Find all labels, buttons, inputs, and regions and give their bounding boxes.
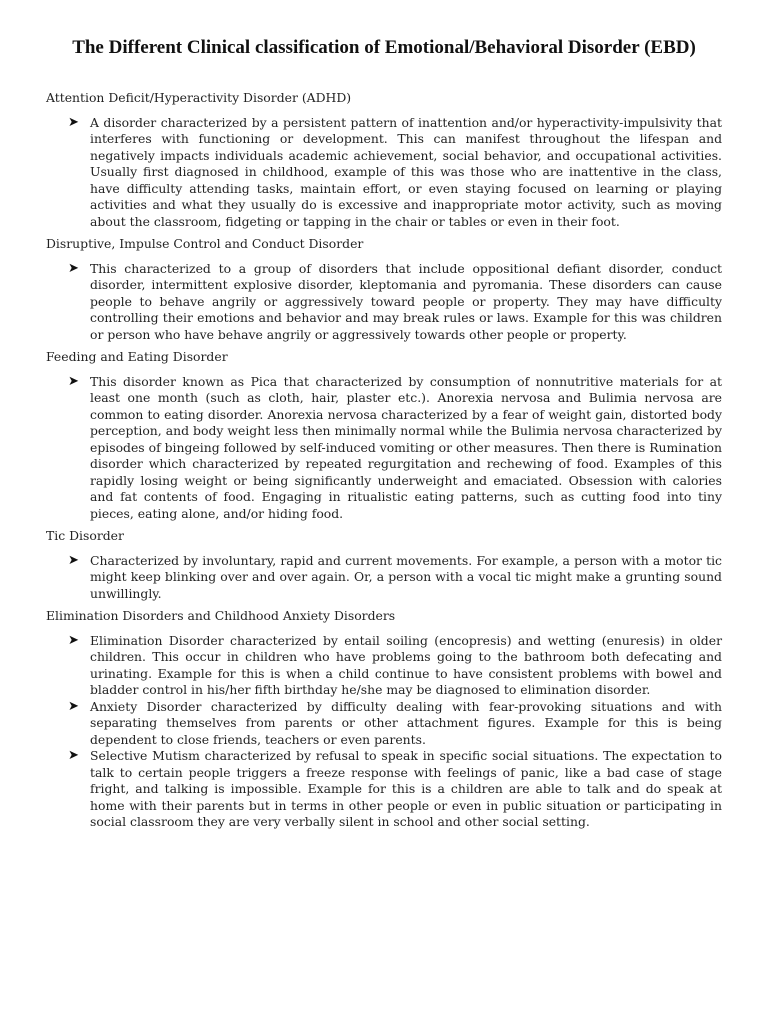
bullet-item bbox=[46, 553, 722, 603]
bullet-text: This characterized to a group of disorders that include oppositional defiant disorder, conduct disorder, intermittent explosive disorder, kleptomania and pyromania. These disorders can cause people to behave angrily or aggressively toward people or property. They may have difficulty controlling their emotions and behavior and may break rules or laws. Example for this was children or person who have behave angrily or aggressively towards other people or property. bbox=[90, 260, 722, 342]
document-title: The Different Clinical classification of Emotional/Behavioral Disorder (EBD) bbox=[72, 37, 696, 58]
bullet-text: Anxiety Disorder characterized by difficulty dealing with fear-provoking situations and with separating themselves from parents or other attachment figures. Example for this is being dependent to close friends, teachers or even parents. bbox=[90, 698, 722, 747]
bullet-item bbox=[46, 748, 722, 831]
arrowhead-bullet-icon: ➤ bbox=[68, 552, 79, 568]
section-heading: Attention Deficit/Hyperactivity Disorder (ADHD) bbox=[46, 90, 352, 105]
bullet-item bbox=[46, 115, 722, 231]
bullet-text: This disorder known as Pica that characterized by consumption of nonnutritive materials for at least one month (such as cloth, hair, plaster etc.). Anorexia nervosa and Bulimia nervosa are common to eating disorder. Anorexia nervosa characterized by a fear of weight gain, distorted body perception, and body weight less then minimally normal while the Bulimia nervosa characterized by episodes of bingeing followed by self-induced vomiting or other measures. Then there is Rumination disorder which characterized by repeated regurgitation and rechewing of food. Examples of this rapidly losing weight or being significantly underweight and emaciated. Obsession with calories and fat contents of food. Engaging in ritualistic eating patterns, such as cutting food into tiny pieces, eating alone, and/or hiding food. bbox=[90, 373, 722, 521]
section-heading: Feeding and Eating Disorder bbox=[46, 349, 228, 364]
section-heading: Tic Disorder bbox=[46, 528, 124, 543]
bullet-text: Elimination Disorder characterized by entail soiling (encopresis) and wetting (enuresis) in older children. This occur in children who have problems going to the bathroom both defecating and urinating. Example for this is when a child continue to have consistent problems with bowel and bladder control in his/her fifth birthday he/she may be diagnosed to elimination disorder. bbox=[90, 632, 722, 697]
section-heading: Disruptive, Impulse Control and Conduct Disorder bbox=[46, 236, 364, 251]
section-tic bbox=[46, 528, 722, 602]
bullet-list bbox=[46, 553, 722, 603]
bullet-list bbox=[46, 374, 722, 523]
bullet-list bbox=[46, 633, 722, 831]
section-heading: Elimination Disorders and Childhood Anxiety Disorders bbox=[46, 608, 396, 623]
bullet-list bbox=[46, 261, 722, 344]
section-adhd bbox=[46, 90, 722, 230]
bullet-text: A disorder characterized by a persistent pattern of inattention and/or hyperactivity-impulsivity that interferes with functioning or development. This can manifest throughout the lifespan and negatively impacts individuals academic achievement, social behavior, and occupational activities. Usually first diagnosed in childhood, example of this was those who are inattentive in the class, have difficulty attending tasks, maintain effort, or even staying focused on learning or playing activities and what they usually do is excessive and inappropriate motor activity, such as moving about the classroom, fidgeting or tapping in the chair or tables or even in their foot. bbox=[90, 114, 722, 229]
section-feeding bbox=[46, 349, 722, 522]
bullet-item bbox=[46, 374, 722, 523]
arrowhead-bullet-icon: ➤ bbox=[68, 373, 79, 389]
arrowhead-bullet-icon: ➤ bbox=[68, 748, 79, 763]
bullet-item bbox=[46, 699, 722, 749]
section-disruptive bbox=[46, 236, 722, 343]
arrowhead-bullet-icon: ➤ bbox=[68, 260, 79, 276]
section-elimination-anxiety bbox=[46, 608, 722, 831]
arrowhead-bullet-icon: ➤ bbox=[68, 114, 79, 130]
bullet-text: Selective Mutism characterized by refusal to speak in specific social situations. The expectation to talk to certain people triggers a freeze response with feelings of panic, like a bad case of stage fright, and talking is impossible. Example for this is a children are able to talk and do speak at home with their parents but in terms in other people or even in public situation or participating in social classroom they are very verbally silent in school and other social setting. bbox=[90, 748, 722, 829]
arrowhead-bullet-icon: ➤ bbox=[68, 632, 79, 648]
bullet-list bbox=[46, 115, 722, 231]
bullet-text: Characterized by involuntary, rapid and current movements. For example, a person with a motor tic might keep blinking over and over again. Or, a person with a vocal tic might make a grunting sound unwillingly. bbox=[90, 552, 722, 601]
bullet-item bbox=[46, 633, 722, 699]
arrowhead-bullet-icon: ➤ bbox=[68, 698, 79, 714]
bullet-item bbox=[46, 261, 722, 344]
